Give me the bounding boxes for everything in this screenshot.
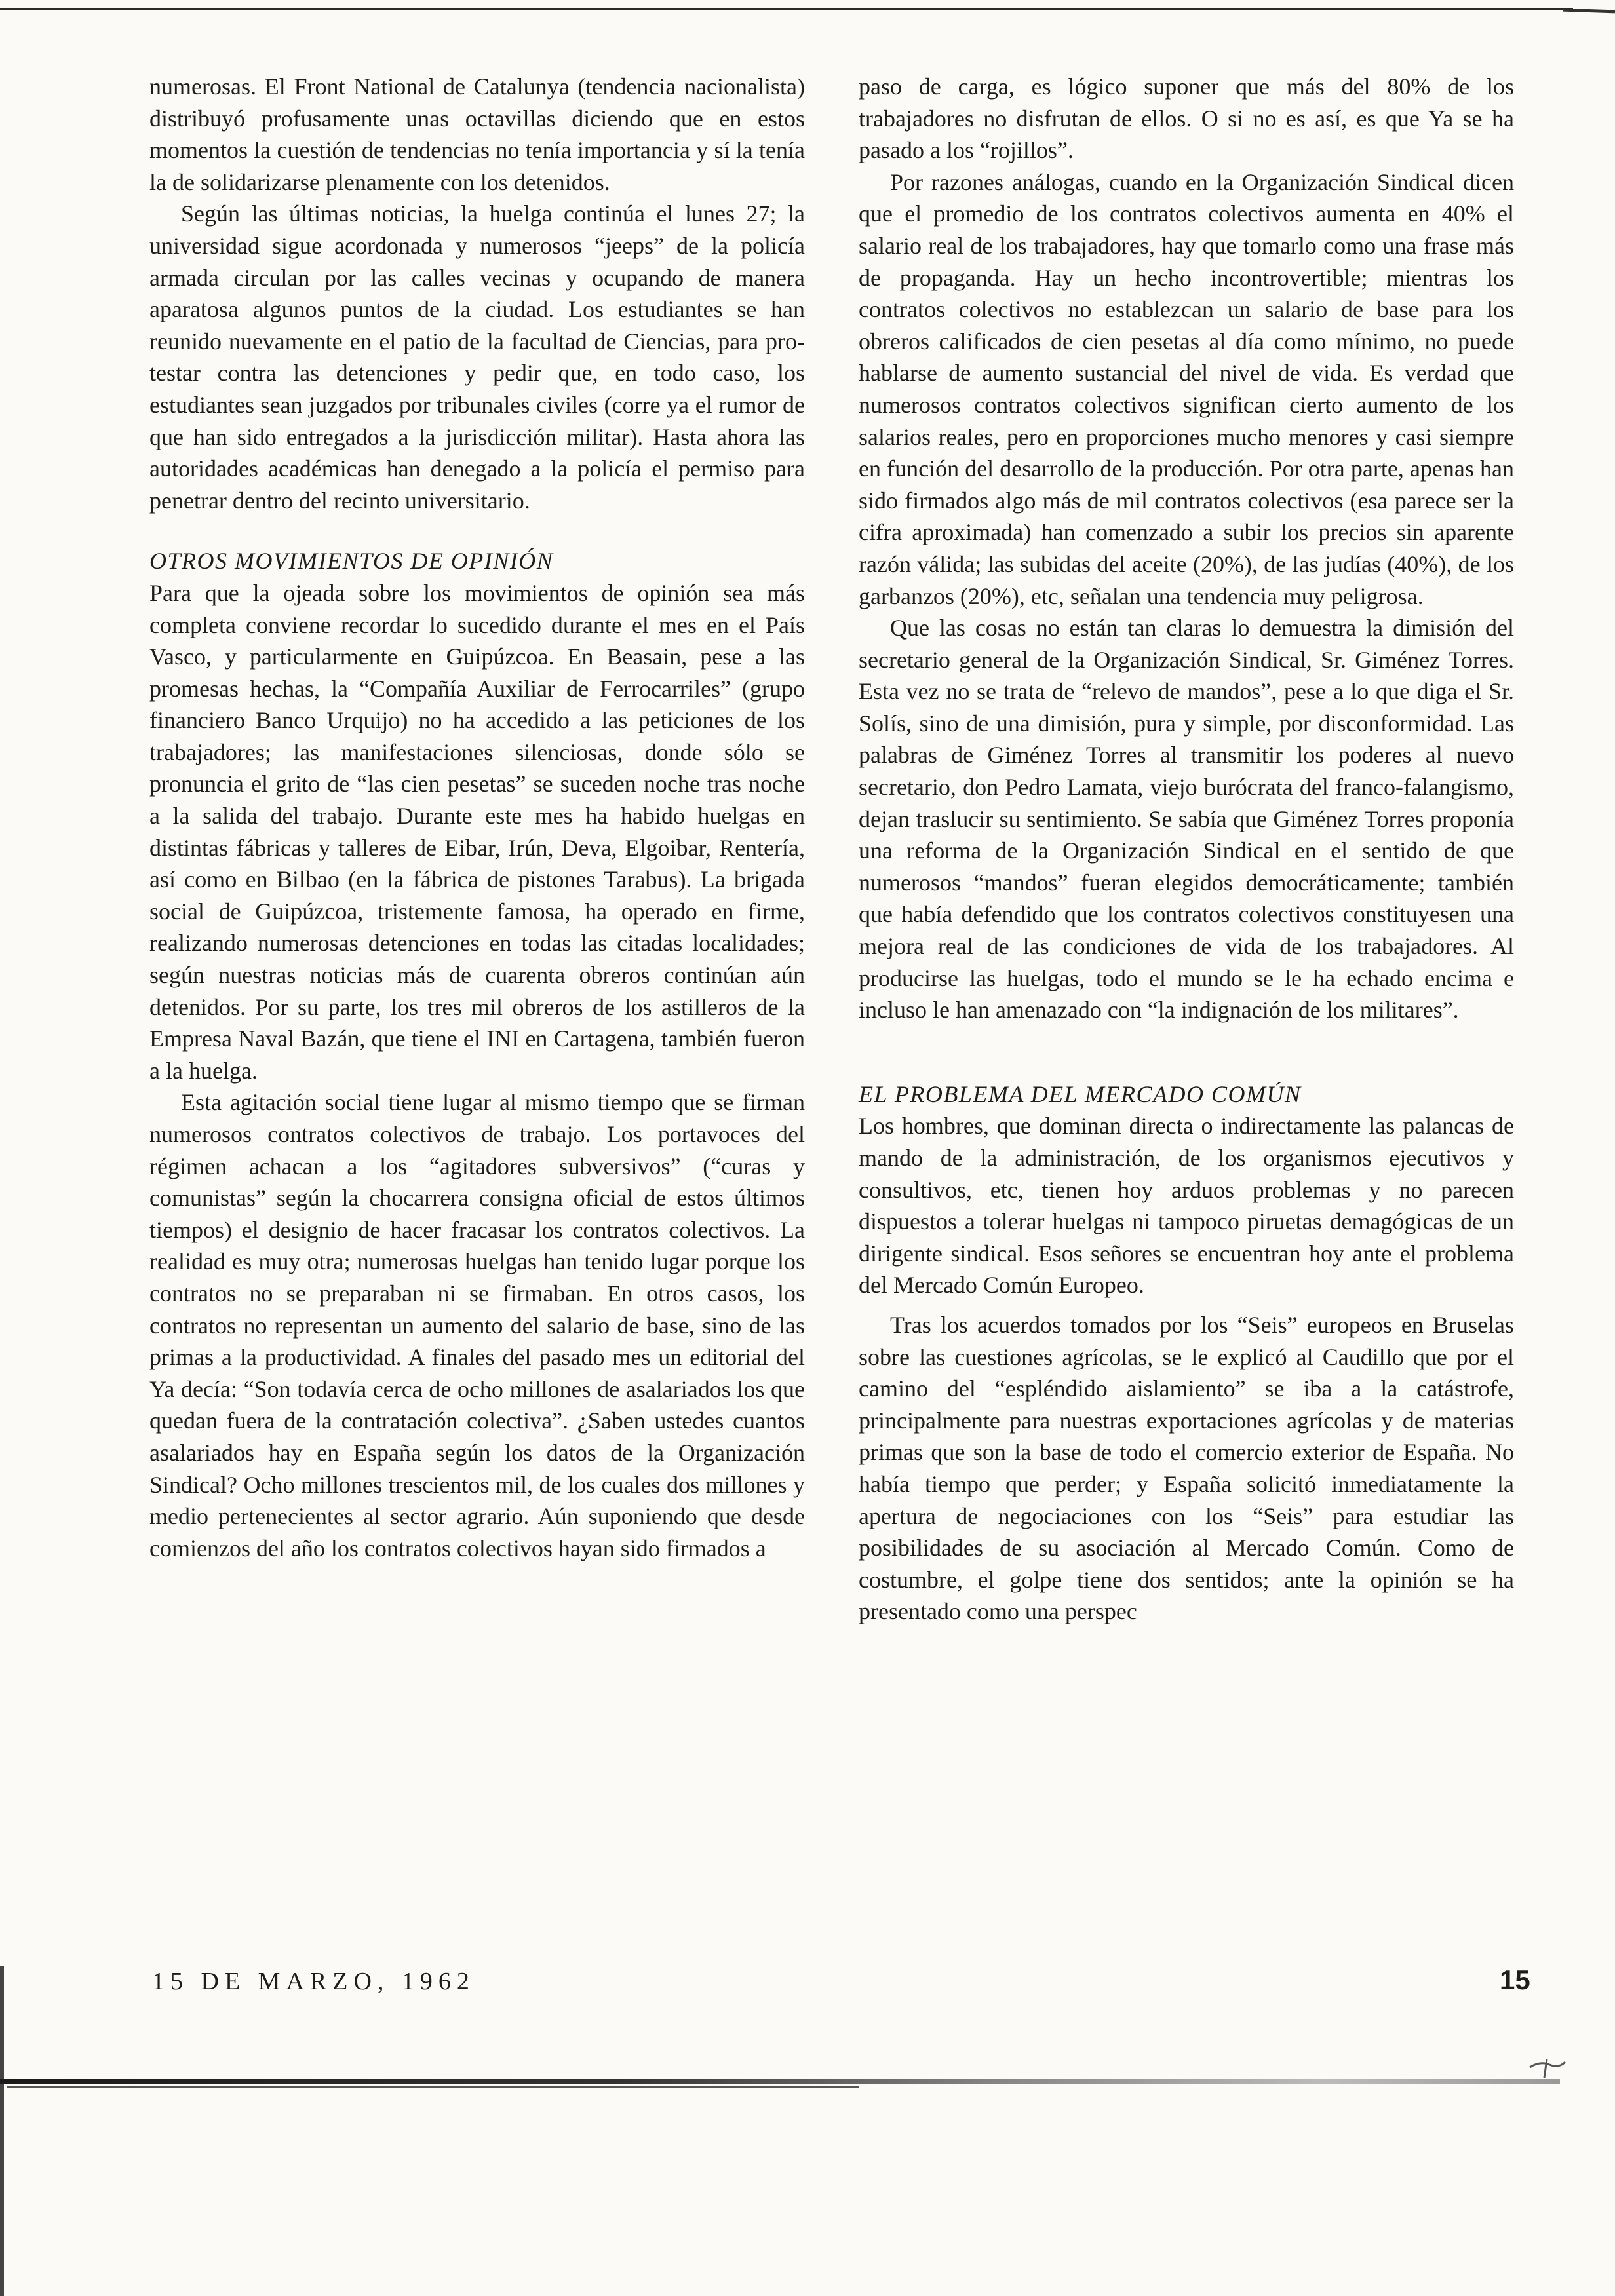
scan-border-bottom — [0, 2079, 1560, 2084]
section-heading-otros-movimientos: OTROS MOVIMIENTOS DE OPINIÓN — [149, 548, 554, 575]
scan-border-left — [0, 1966, 4, 2296]
scan-border-bottom-inner — [7, 2086, 859, 2088]
left-paragraph-3: Para que la ojeada sobre los movimientos de opinión sea más completa conviene recordar lo sucedido durante el mes en el País Vasco, y particularmente en Guipúzcoa. En Beasain, pese a las promesas hechas, la “Compañía Auxiliar de Ferrocarriles” (grupo financiero Banco Urquijo) no ha accedido a las peticiones de los trabajadores; las manifestaciones silenciosas, donde sólo se pronuncia el grito de “las cien pesetas” se suceden noche tras noche a la salida del trabajo. Durante este mes ha habido huelgas en distintas fábricas y talleres de Eibar, Irún, Deva, Elgoibar, Rentería, así como en Bilbao (en la fábrica de pistones Tarabus). La brigada social de Guipúzcoa, tristemente famosa, ha operado en firme, realizando numerosas detenciones en todas las citadas localidades; según nuestras noticias más de cuarenta obreros continúan aún detenidos. Por su parte, los tres mil obreros de los astilleros de la Empresa Naval Bazán, que tiene el INI en Cartagena, también fueron a la huelga. — [149, 579, 805, 1084]
scan-border-top — [0, 8, 1573, 10]
page-number: 15 — [1500, 1964, 1530, 1995]
left-paragraph-1: numerosas. El Front National de Catalunya (tendencia nacionalista) distribuyó profusamente unas octavillas diciendo que en estos momentos la cuestión de tendencias no tenía importancia y sí la tenía la de solidarizarse plenamente con los detenidos. — [149, 73, 805, 195]
left-paragraph-2: Según las últimas noticias, la huelga continúa el lunes 27; la universidad sigue acordonada y numerosos “jeeps” de la policía armada circulan por las calles vecinas y ocupando de manera aparatosa algunos puntos de la ciudad. Los estudiantes se han reunido nuevamente en el patio de la facultad de Ciencias, para protestar contra las detenciones y pedir que, en todo caso, los estudiantes sean juzgados por tribunales civiles (corre ya el rumor de que han sido entregados a la jurisdicción militar). Hasta ahora las autoridades académicas han denegado a la policía el permiso para penetrar dentro del recinto universitario. — [149, 201, 805, 514]
scan-border-top-corner — [1563, 9, 1615, 14]
right-paragraph-5: Tras los acuerdos tomados por los “Seis” europeos en Bruselas sobre las cuestiones agrícolas, se le explicó al Caudillo que por el camino del “espléndido aislamiento” se iba a la catástrofe, principalmente para nuestras exportaciones agrícolas y de materias primas que son la base de todo el comercio exterior de España. No había tiempo que perder; y España solicitó inmediatamente la apertura de negociaciones con los “Seis” para estudiar las posibilidades de su asociación al Mercado Común. Como de costumbre, el golpe tiene dos sentidos; ante la opinión se ha presentado como una perspec — [859, 1311, 1514, 1625]
right-column — [859, 71, 1514, 1628]
right-paragraph-1: paso de carga, es lógico suponer que más del 80% de los trabajadores no disfrutan de ellos. O si no es así, es que Ya se ha pasado a los “rojillos”. — [859, 73, 1514, 164]
left-paragraph-4: Esta agitación social tiene lugar al mismo tiempo que se firman numerosos contratos colectivos de trabajo. Los portavoces del régimen achacan a los “agitadores subversivos” (“curas y comunistas” según la chocarrera consigna oficial de estos últimos tiempos) el designio de hacer fracasar los contratos colectivos. La realidad es muy otra; numerosas huelgas han tenido lugar porque los contratos no se preparaban ni se firmaban. En otros casos, los contratos no representan un aumento del salario de base, sino de las primas a la productividad. A finales del pasado mes un editorial del Ya decía: “Son todavía cerca de ocho millones de asalariados los que quedan fuera de la contratación colectiva”. ¿Saben ustedes cuantos asalariados hay en España según los datos de la Organización Sindical? Ocho millones trescientos mil, de los cuales dos millones y medio pertenecientes al sector agrario. Aún suponiendo que desde comienzos del año los contratos colectivos hayan sido firmados a — [149, 1089, 805, 1561]
footer-date: 15 DE MARZO, 1962 — [152, 1968, 475, 1995]
section-heading-mercado-comun: EL PROBLEMA DEL MERCADO COMÚN — [859, 1081, 1302, 1107]
right-paragraph-2: Por razones análogas, cuando en la Organización Sindical dicen que el promedio de los contratos colectivos aumenta en 40% el salario real de los trabajadores, hay que tomarlo como una frase más de propaganda. Hay un hecho incontrovertible; mientras los contratos colectivos no establezcan un salario de base para los obreros calificados de cien pesetas al día como mínimo, no puede hablarse de aumento sustancial del nivel de vida. Es verdad que numerosos contratos colectivos significan cierto aumento de los salarios reales, pero en proporciones mucho menores y casi siempre en función del desarrollo de la producción. Por otra parte, apenas han sido firmados algo más de mil contratos colectivos (esa parece ser la cifra aproximada) han comenzado a subir los precios sin aparente razón válida; las subidas del aceite (20%), de las judías (40%), de los garbanzos (20%), etc, señalan una tendencia muy peligrosa. — [859, 168, 1514, 609]
scan-corner-mark-icon — [1527, 2054, 1566, 2080]
right-paragraph-4: Los hombres, que dominan directa o indirectamente las palancas de mando de la administración, de los organismos ejecutivos y consultivos, etc, tienen hoy arduos problemas y no parecen dispuestos a tolerar huelgas ni tampoco piruetas demagógicas de un dirigente sindical. Esos señores se encuentran hoy ante el problema del Mercado Común Europeo. — [859, 1113, 1514, 1299]
left-column — [149, 71, 805, 1564]
right-paragraph-3: Que las cosas no están tan claras lo demuestra la dimisión del secretario general de la Organización Sindical, Sr. Giménez Torres. Esta vez no se trata de “relevo de mandos”, pese a lo que diga el Sr. Solís, sino de una dimisión, pura y simple, por disconformidad. Las palabras de Giménez Torres al transmitir los poderes al nuevo secretario, don Pedro Lamata, viejo burócrata del franco-falangismo, dejan traslucir su sentimiento. Se sabía que Giménez Torres proponía una reforma de la Organización Sindical en el sentido de que numerosos “mandos” fueran elegidos democráticamente; también que había defendido que los contratos colectivos constituyesen una mejora real de las condiciones de vida de los trabajadores. Al producirse las huelgas, todo el mundo se le ha echado encima e incluso le han amenazado con “la indignación de los militares”. — [859, 615, 1514, 1024]
